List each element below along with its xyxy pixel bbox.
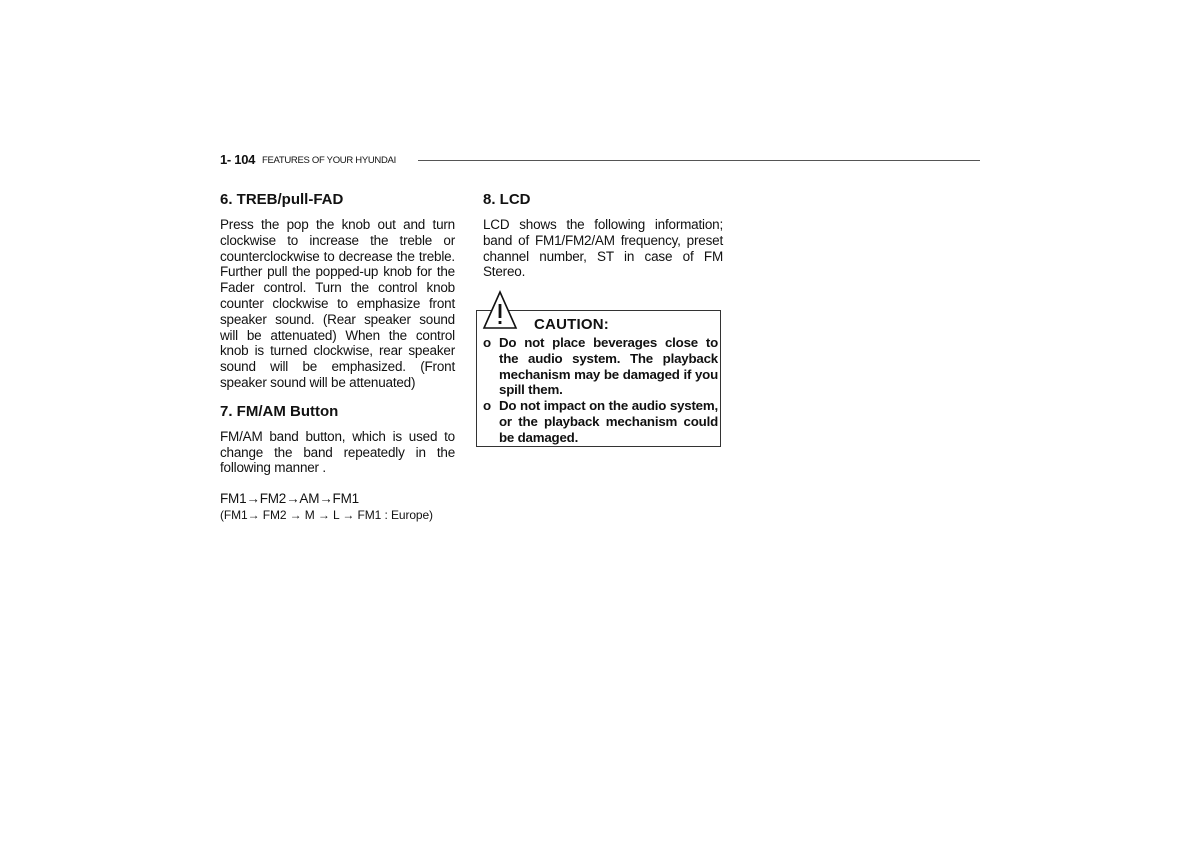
treb-heading: 6. TREB/pull-FAD — [220, 191, 344, 208]
warning-triangle-icon — [482, 290, 518, 330]
caution-box — [476, 310, 721, 447]
band-sequence-europe: (FM1→ FM2 → M → L → FM1 : Europe) — [220, 507, 433, 522]
header-rule — [418, 160, 980, 161]
page-number: 1- 104 — [220, 152, 256, 167]
caution-item — [483, 398, 718, 445]
bullet-marker: o — [483, 398, 491, 414]
middle-column — [483, 190, 723, 280]
caution-item-text: Do not impact on the audio system, or the playback mechanism could be damaged. — [499, 398, 718, 445]
treb-body: Press the pop the knob out and turn clockwise to increase the treble or counterclockwise to decrease the treble. Further pull the popped-up knob for the Fader control. Turn the control knob counter clockwise to emphasize front speaker sound. (Rear speaker sound will be attenuated) When the control knob is turned clockwise, rear speaker sound will be emphasized. (Front speaker sound will be attenuated) — [220, 217, 455, 390]
lcd-heading: 8. LCD — [483, 191, 531, 208]
bullet-marker: o — [483, 335, 491, 350]
band-sequence: FM1→FM2→AM→FM1 — [220, 491, 359, 507]
left-column — [220, 190, 455, 523]
caution-item — [483, 335, 718, 398]
page-header — [220, 152, 980, 172]
caution-item-text: Do not place beverages close to the audio system. The playback mechanism may be damaged if you spill them. — [499, 335, 718, 398]
section-title: FEATURES OF YOUR HYUNDAI — [262, 155, 396, 166]
lcd-body: LCD shows the following information; band of FM1/FM2/AM frequency, preset channel number, ST in case of FM Stereo. — [483, 217, 723, 280]
fm-am-body: FM/AM band button, which is used to change the band repeatedly in the following manner . — [220, 428, 455, 476]
fm-am-heading: 7. FM/AM Button — [220, 402, 339, 420]
caution-list — [483, 335, 718, 446]
caution-title: CAUTION: — [534, 316, 609, 333]
